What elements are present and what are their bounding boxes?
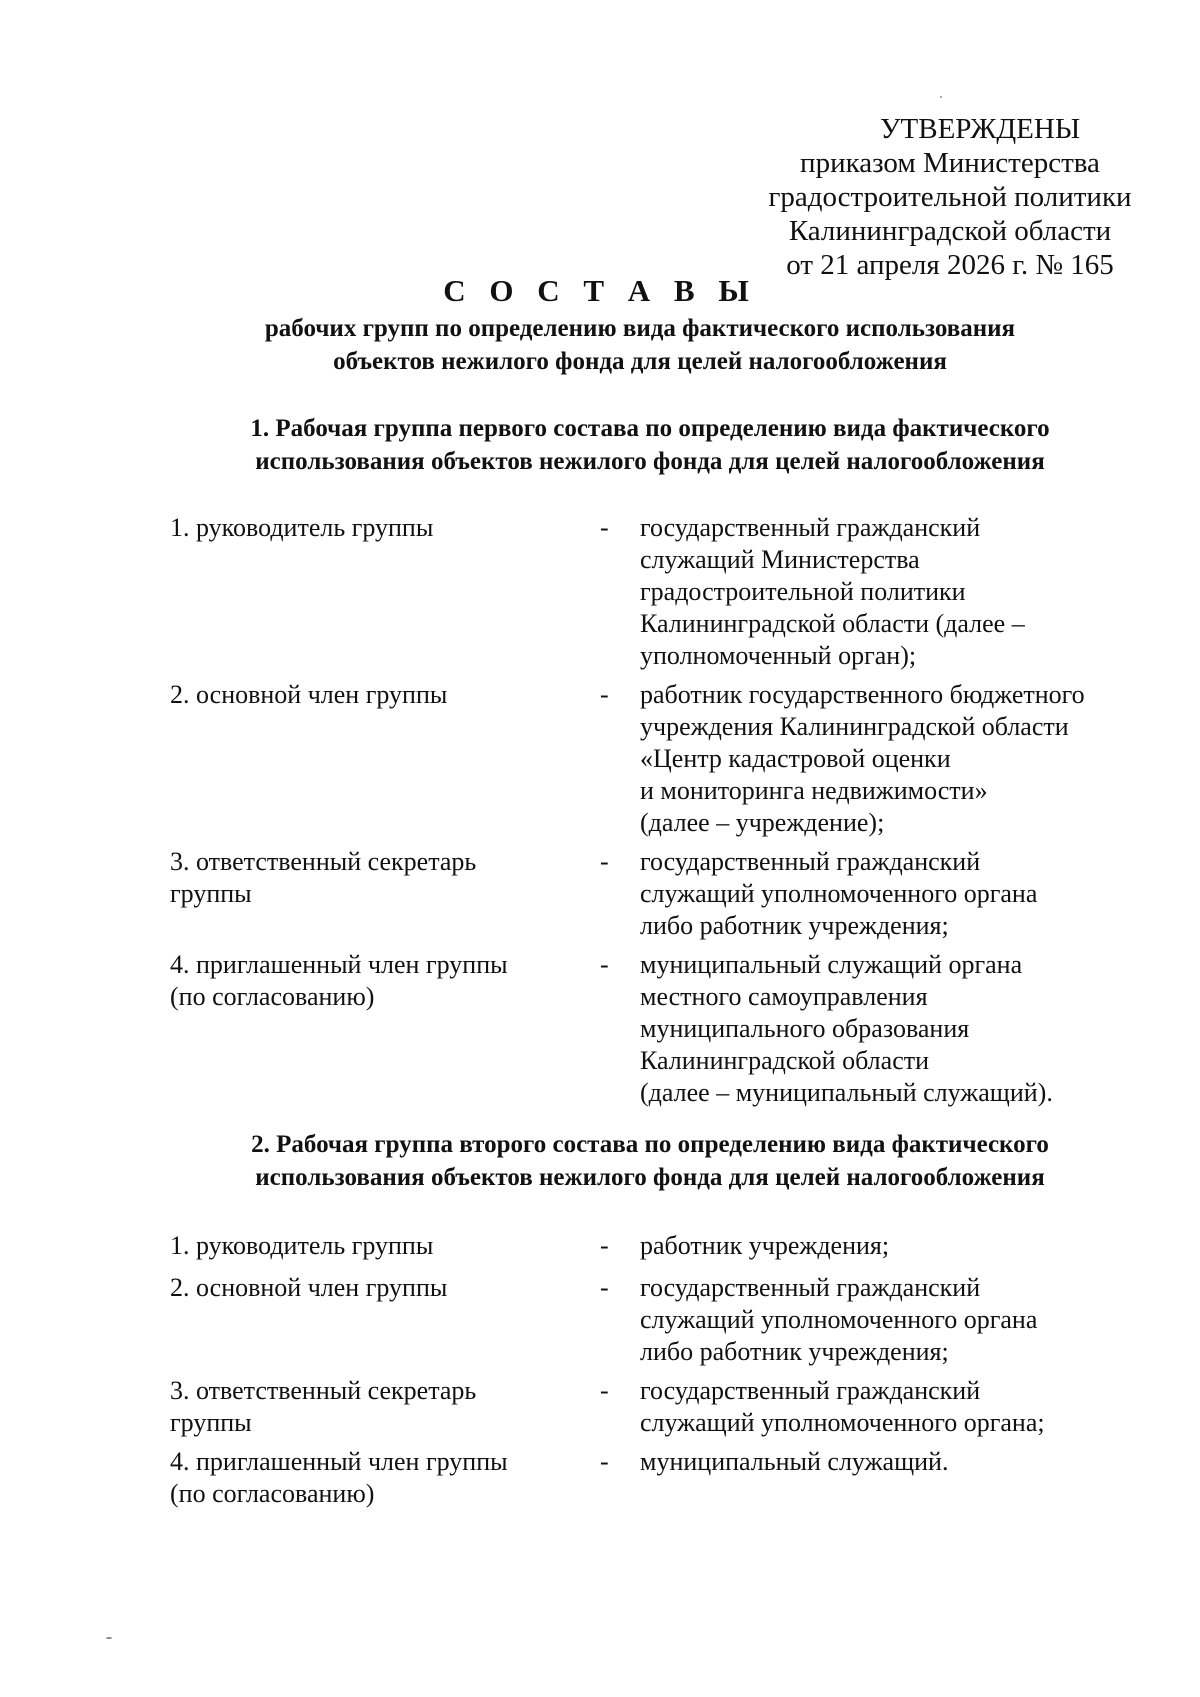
- role-row: [170, 1446, 1140, 1510]
- approval-head: УТВЕРЖДЕНЫ: [880, 113, 1081, 145]
- role-title: 1. руководитель группы: [170, 1231, 434, 1260]
- role-row: [170, 949, 1140, 1109]
- role-dash: -: [600, 513, 609, 542]
- role-title: 3. ответственный секретарь группы: [170, 1376, 477, 1437]
- role-description: муниципальный служащий.: [640, 1447, 949, 1476]
- section-heading-line: 2. Рабочая группа второго состава по определению вида фактического: [251, 1131, 1049, 1158]
- document-subtitle: [200, 312, 1080, 378]
- section-heading-line: использования объектов нежилого фонда для целей налогообложения: [255, 448, 1045, 475]
- role-dash: -: [600, 1231, 609, 1260]
- role-row: [170, 846, 1140, 942]
- section-1-heading: [170, 412, 1130, 478]
- subtitle-line: рабочих групп по определению вида фактического использования: [264, 315, 1016, 342]
- role-description: государственный гражданский служащий уполномоченного органа либо работник учреждения;: [640, 1273, 1038, 1366]
- role-row: [170, 1375, 1140, 1439]
- subtitle-line: объектов нежилого фонда для целей налогообложения: [333, 348, 947, 375]
- approval-line: приказом Министерства: [800, 147, 1100, 179]
- role-dash: -: [600, 680, 609, 709]
- role-description: государственный гражданский служащий уполномоченного органа либо работник учреждения;: [640, 847, 1038, 940]
- scan-speck: [940, 96, 942, 98]
- role-title: 4. приглашенный член группы (по согласованию): [170, 950, 508, 1011]
- section-2-roles: [170, 1230, 1140, 1517]
- scan-speck: [106, 1637, 112, 1639]
- section-2-heading: [170, 1128, 1130, 1194]
- approval-line: Калининградской области: [788, 215, 1112, 247]
- document-title: С О С Т А В Ы: [443, 273, 757, 308]
- approval-stamp: [760, 112, 1140, 282]
- role-title: 3. ответственный секретарь группы: [170, 847, 477, 908]
- role-dash: -: [600, 1447, 609, 1476]
- role-title: 4. приглашенный член группы (по согласованию): [170, 1447, 508, 1508]
- approval-line: градостроительной политики: [768, 181, 1132, 213]
- role-dash: -: [600, 1376, 609, 1405]
- role-dash: -: [600, 950, 609, 979]
- approval-date: от 21 апреля 2026 г. № 165: [786, 249, 1114, 281]
- section-heading-line: 1. Рабочая группа первого состава по определению вида фактического: [250, 415, 1050, 442]
- role-description: работник учреждения;: [640, 1231, 890, 1260]
- role-description: муниципальный служащий органа местного самоуправления муниципального образования Калининградской области (далее – муниципальный служащий).: [640, 950, 1053, 1107]
- role-dash: -: [600, 847, 609, 876]
- role-row: [170, 512, 1140, 672]
- role-row: [170, 1272, 1140, 1368]
- role-description: государственный гражданский служащий Министерства градостроительной политики Калининградской области (далее – уполномоченный орган);: [640, 513, 1025, 670]
- section-heading-line: использования объектов нежилого фонда для целей налогообложения: [255, 1164, 1045, 1191]
- role-title: 1. руководитель группы: [170, 513, 434, 542]
- role-title: 2. основной член группы: [170, 680, 448, 709]
- role-row: [170, 1230, 1140, 1262]
- role-description: работник государственного бюджетного учреждения Калининградской области «Центр кадастровой оценки и мониторинга недвижимости» (далее – учреждение);: [640, 680, 1085, 837]
- role-row: [170, 679, 1140, 839]
- section-1-roles: [170, 512, 1140, 1116]
- role-dash: -: [600, 1273, 609, 1302]
- role-title: 2. основной член группы: [170, 1273, 448, 1302]
- role-description: государственный гражданский служащий уполномоченного органа;: [640, 1376, 1045, 1437]
